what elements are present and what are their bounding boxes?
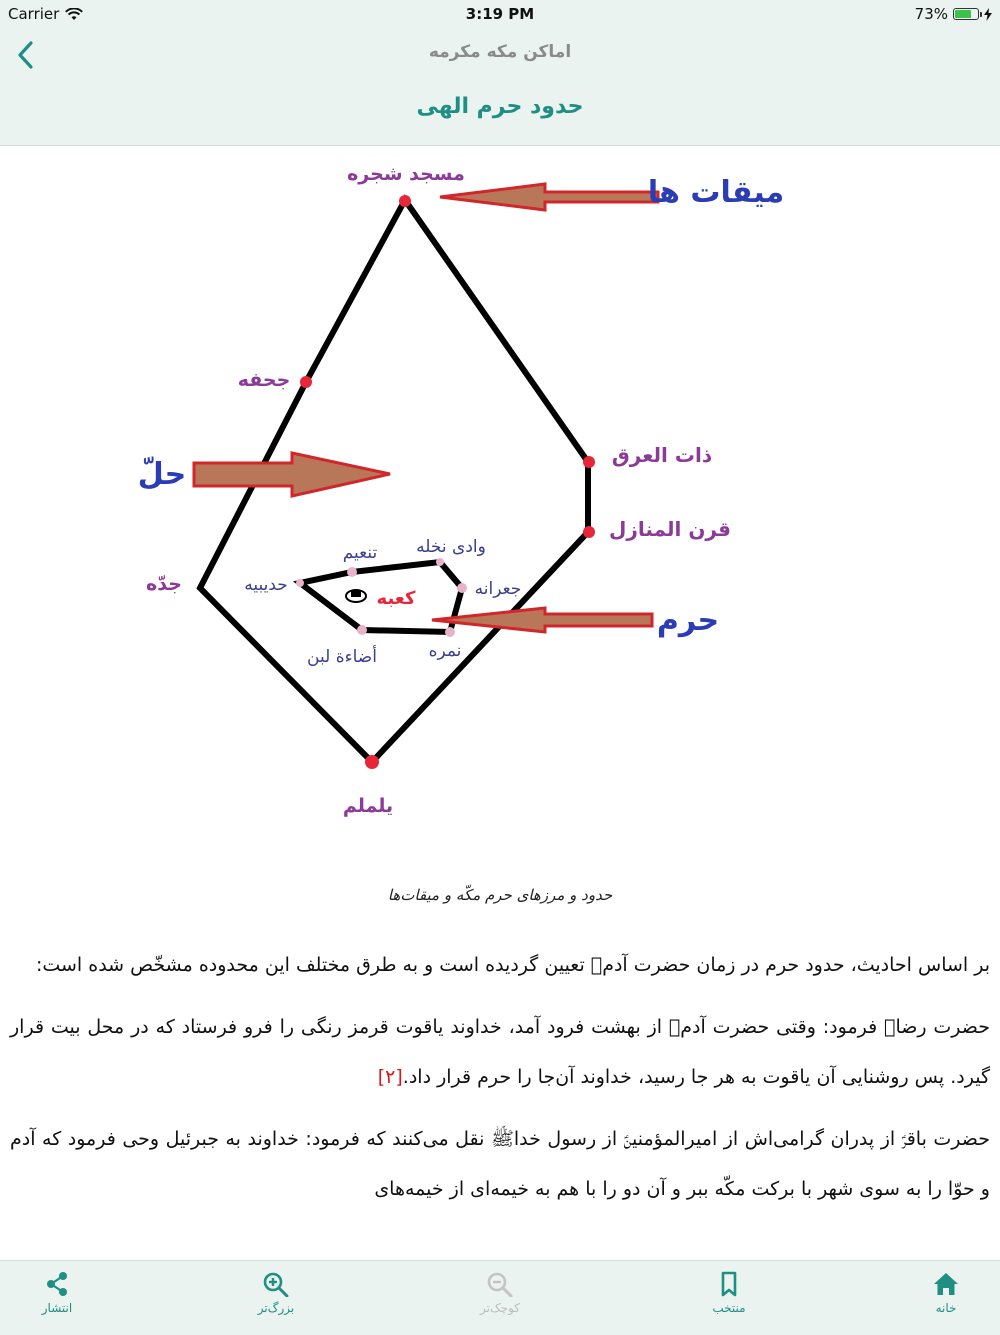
page-title: حدود حرم الهی [416,94,584,119]
tab-zoom-in-label: بزرگ‌تر [257,1301,295,1315]
label-hudaybiya: حدیبیه [244,575,288,595]
tab-bookmarks-label: منتخب [712,1301,746,1315]
zoom-out-icon [486,1271,514,1297]
haram-boundaries-diagram [0,146,1000,866]
label-wadi-nakhla: وادی نخله [416,537,486,557]
node-masjid-shajareh [399,195,411,207]
node-yalamlam [365,755,379,769]
arrow-hill [194,453,390,496]
bottom-tab-bar [0,1260,1000,1335]
label-miqat-ha: میقات ها [647,175,785,210]
charging-icon [984,8,992,21]
label-azaat-laban: أضاءة لبن [307,647,377,667]
figure-caption: حدود و مرزهای حرم مکّه و میقات‌ها [387,886,613,904]
bookmark-icon [715,1271,743,1297]
node-johfa [300,376,312,388]
node-hudaybiya [296,579,304,587]
label-tanim: تنعیم [342,543,378,563]
battery-level [955,10,971,18]
tab-home-label: خانه [935,1301,957,1315]
label-johfa: جحفه [237,369,291,391]
node-namira [445,627,455,637]
paragraph: بر اساس احادیث، حدود حرم در زمان حضرت آدمؑ تعیین گردیده است و به طرق مختلف این محدوده مشخّص شده است: [35,954,990,976]
label-kaaba: کعبه [376,588,416,609]
label-yalamlam: یلملم [342,795,394,817]
node-azaat-laban [357,625,367,635]
tab-share-label: انتشار [41,1301,73,1315]
node-qarn-manazil [583,526,595,538]
node-jiranah [457,583,467,593]
label-hill: حلّ [137,457,187,492]
article-body [10,940,990,1226]
label-namira: نمره [428,641,462,661]
label-qarn-manazil: قرن المنازل [609,517,731,541]
share-icon [43,1271,71,1297]
tab-home[interactable] [891,1271,1000,1315]
battery-percent: 73% [914,5,948,23]
label-haram: حرم [656,603,720,638]
paragraph: حضرت باقرؑ از پدران گرامی‌اش از امیرالمؤمنینؑ از رسول خداﷺ نقل می‌کنند که فرمود: خداوند به جبرئیل وحی فرمود که آدم و حوّا را به سوی شهر با برکت مکّه ببر و آن دو را با هم به خیمه‌ای از خیمه‌های [10,1128,990,1200]
tab-share[interactable] [2,1271,112,1315]
home-icon [932,1271,960,1297]
arrow-haram [432,608,652,632]
tab-zoom-out-label: کوچک‌تر [479,1301,521,1315]
label-jedda: جدّه [146,573,182,595]
arrow-miqat [440,184,658,210]
nav-header [0,28,1000,146]
label-dhat-irq: ذات العرق [611,443,713,467]
tab-bookmarks[interactable] [674,1271,784,1315]
carrier-label: Carrier [8,5,60,23]
zoom-in-icon [262,1271,290,1297]
node-tanim [347,567,357,577]
label-masjid-shajareh: مسجد شجره [347,163,465,185]
kaaba-icon [346,590,366,602]
tab-zoom-out[interactable] [445,1271,555,1315]
node-dhat-irq [583,456,595,468]
tab-zoom-in[interactable] [221,1271,331,1315]
status-time: 3:19 PM [465,5,535,23]
paragraph: حضرت رضاؑ فرمود: وقتی حضرت آدمؑ از بهشت فرود آمد، خداوند یاقوت قرمز رنگی را فرو فرستاد که در محل بیت قرار گیرد. پس روشنایی آن یاقوت به هر جا رسید، خداوند آن‌جا را حرم قرار داد.[۲] [10,1016,990,1088]
battery-icon [953,8,979,20]
footnote-link[interactable]: [۲] [377,1066,403,1088]
node-wadi-nakhla [436,558,444,566]
parent-title: اماکن مکه مکرمه [428,42,572,62]
label-jiranah: جعرانه [474,579,522,599]
status-bar [0,0,1000,28]
